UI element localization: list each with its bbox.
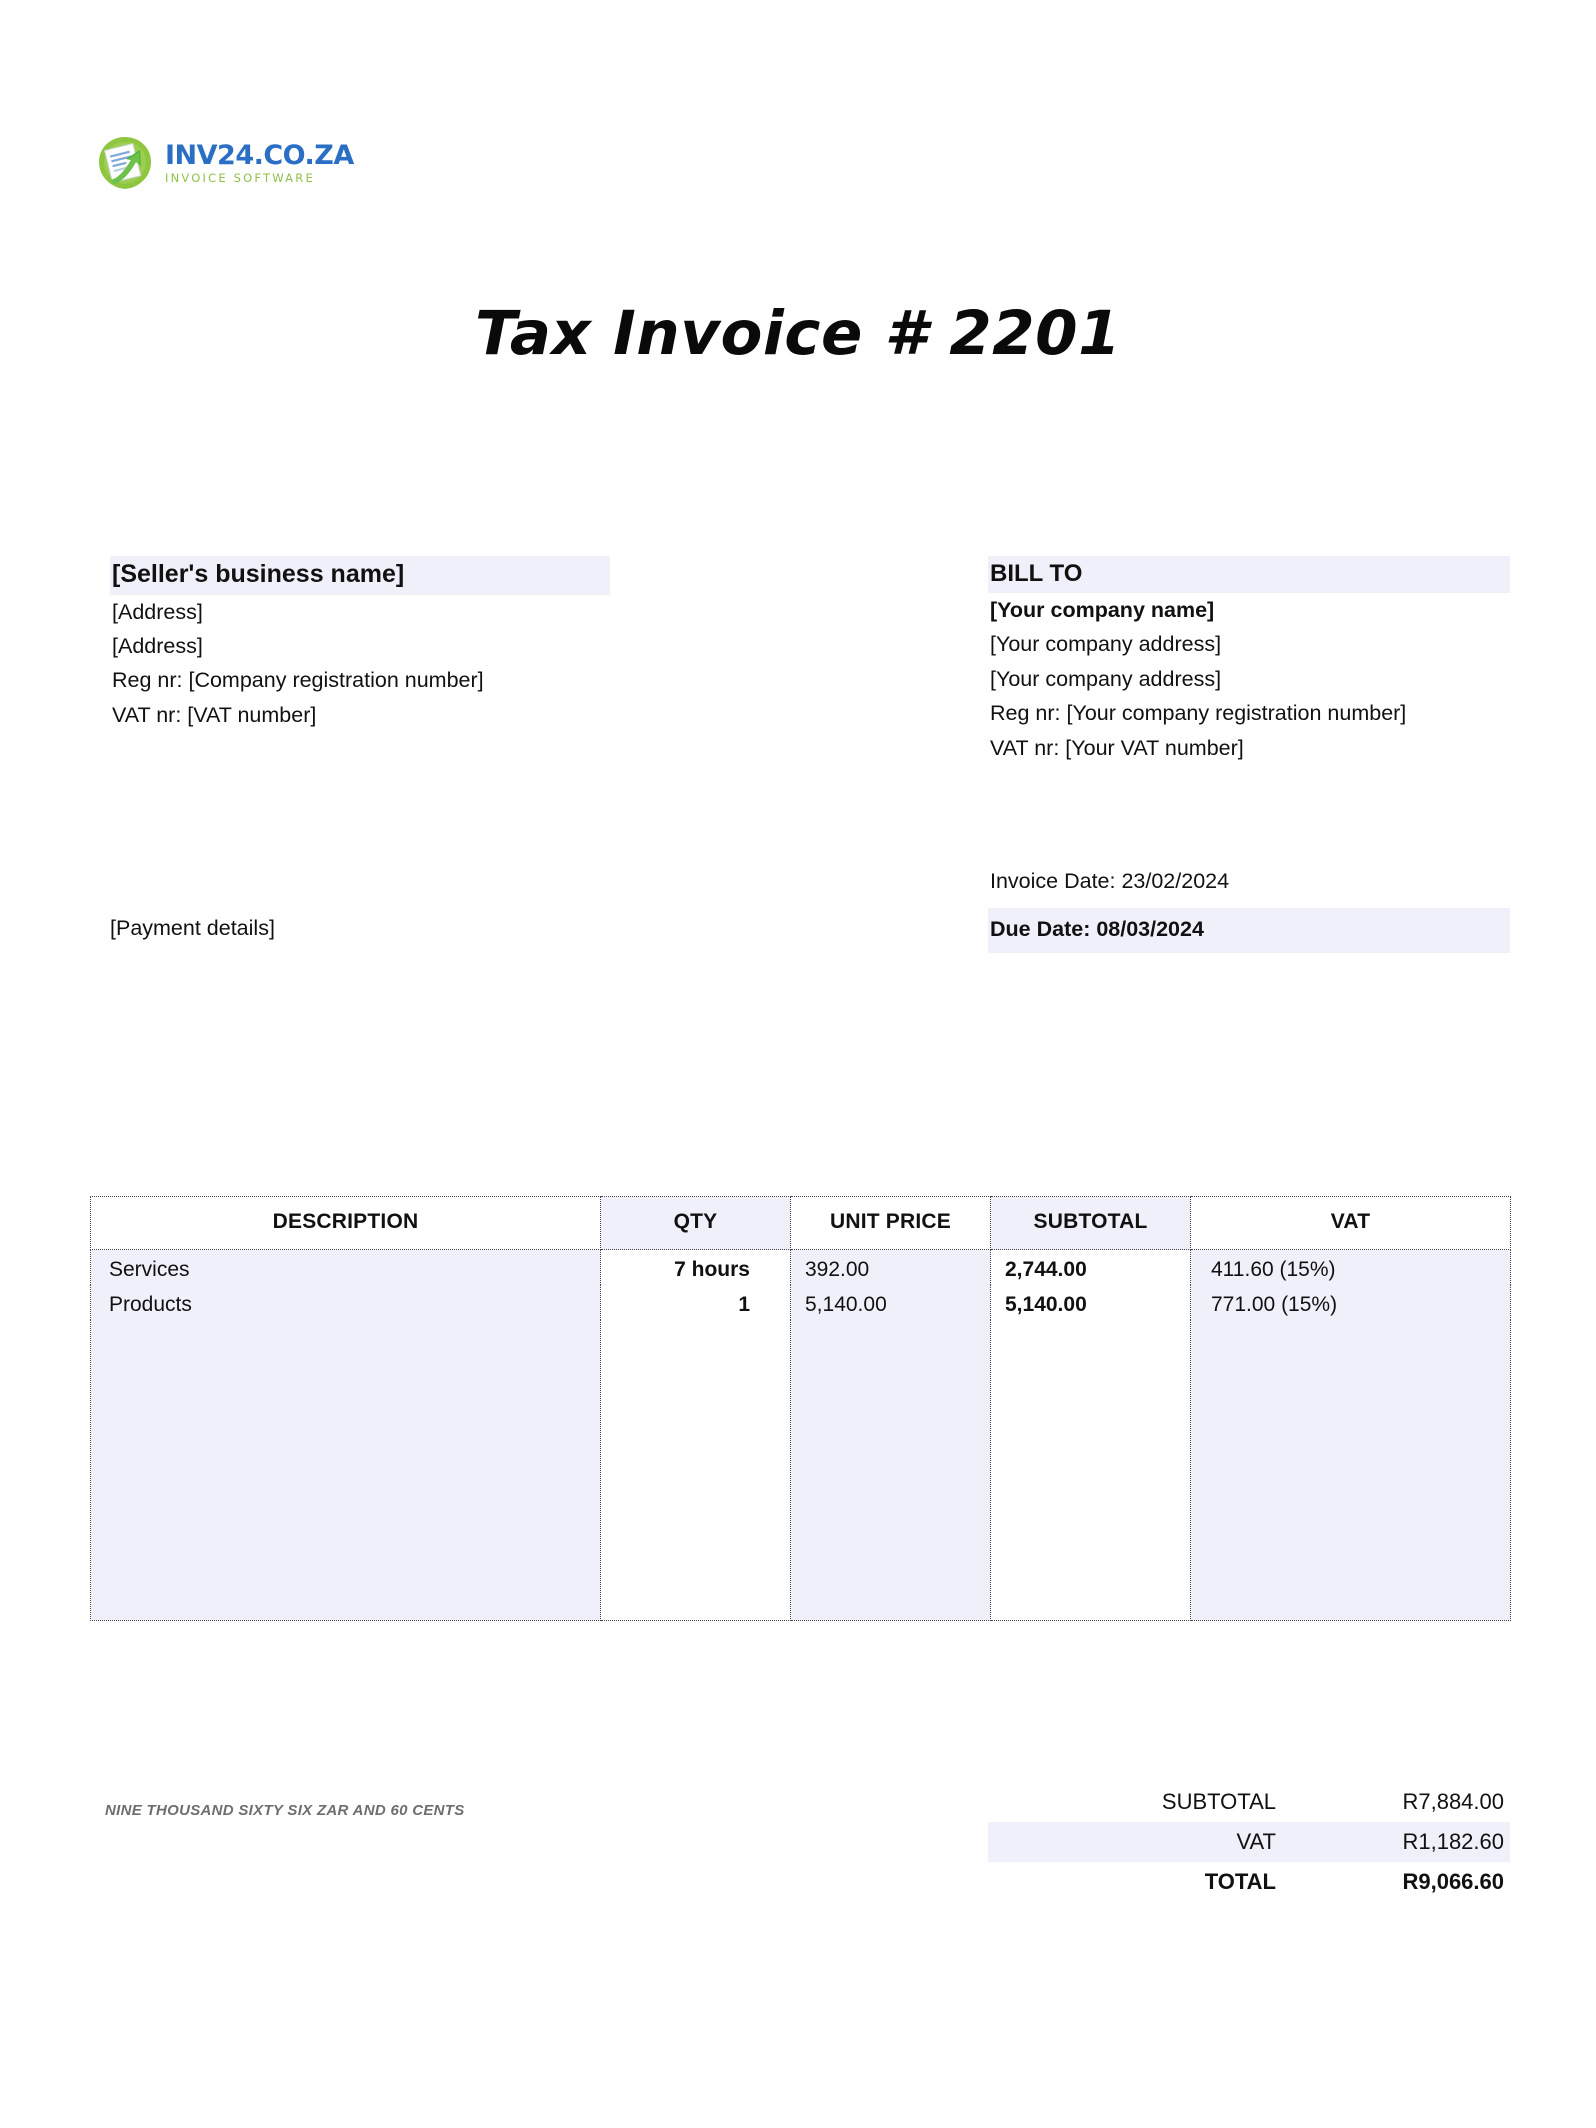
vat-value: R1,182.60 — [1402, 1829, 1504, 1854]
row-vat: 771.00 (15%) — [1191, 1285, 1511, 1320]
seller-registration-number: Reg nr: [Company registration number] — [112, 668, 484, 693]
seller-details — [110, 556, 610, 732]
row-unit-price: 392.00 — [791, 1250, 991, 1286]
bill-to-details — [988, 556, 1510, 765]
row-qty: 1 — [601, 1285, 791, 1320]
column-header-subtotal: SUBTOTAL — [991, 1197, 1191, 1250]
invoice-date: Invoice Date: 23/02/2024 — [990, 869, 1230, 893]
line-items-table — [90, 1196, 1511, 1621]
buyer-company-name: [Your company name] — [990, 598, 1215, 623]
bill-to-heading: BILL TO — [988, 556, 1510, 593]
row-vat: 411.60 (15%) — [1191, 1250, 1511, 1286]
buyer-registration-number: Reg nr: [Your company registration number] — [990, 701, 1407, 726]
buyer-address-line-2: [Your company address] — [990, 666, 1222, 691]
invoice-software-logo-icon — [95, 134, 155, 192]
row-qty: 7 hours — [601, 1250, 791, 1286]
row-subtotal: 2,744.00 — [991, 1250, 1191, 1286]
row-description: Products — [91, 1285, 601, 1320]
column-header-vat: VAT — [1191, 1197, 1511, 1250]
due-date: Due Date: 08/03/2024 — [988, 908, 1510, 953]
seller-address-line-1: [Address] — [112, 599, 203, 624]
column-header-description: DESCRIPTION — [91, 1197, 601, 1250]
vat-label: VAT — [1236, 1829, 1276, 1854]
total-row — [988, 1862, 1510, 1902]
seller-vat-number: VAT nr: [VAT number] — [112, 702, 317, 727]
row-description: Services — [91, 1250, 601, 1286]
logo-main-text: INV24.CO.ZA — [165, 139, 354, 171]
page-title: Tax Invoice # 2201 — [474, 298, 1122, 369]
total-value: R9,066.60 — [1402, 1869, 1504, 1894]
subtotal-label: SUBTOTAL — [1161, 1789, 1276, 1814]
row-subtotal: 5,140.00 — [991, 1285, 1191, 1320]
table-row — [91, 1285, 1511, 1320]
vat-row — [988, 1822, 1510, 1862]
totals-summary — [988, 1782, 1510, 1902]
amount-in-words: NINE THOUSAND SIXTY SIX ZAR AND 60 CENTS — [105, 1802, 465, 1819]
table-header-row — [91, 1197, 1511, 1250]
row-unit-price: 5,140.00 — [791, 1285, 991, 1320]
logo-wordmark — [165, 139, 354, 185]
table-empty-space — [91, 1320, 1511, 1620]
subtotal-value: R7,884.00 — [1402, 1789, 1504, 1814]
buyer-address-line-1: [Your company address] — [990, 632, 1222, 657]
empty-cell-description — [91, 1320, 601, 1620]
table-row — [91, 1250, 1511, 1286]
empty-cell-vat — [1191, 1320, 1511, 1620]
total-label: TOTAL — [1204, 1869, 1276, 1894]
brand-logo — [95, 134, 354, 192]
seller-address-line-2: [Address] — [112, 633, 203, 658]
empty-cell-qty — [601, 1320, 791, 1620]
buyer-vat-number: VAT nr: [Your VAT number] — [990, 735, 1244, 760]
logo-sub-text: INVOICE SOFTWARE — [165, 170, 315, 185]
empty-cell-subtotal — [991, 1320, 1191, 1620]
column-header-qty: QTY — [601, 1197, 791, 1250]
seller-name: [Seller's business name] — [110, 556, 610, 595]
column-header-unit-price: UNIT PRICE — [791, 1197, 991, 1250]
subtotal-row — [988, 1782, 1510, 1822]
empty-cell-unit-price — [791, 1320, 991, 1620]
payment-details: [Payment details] — [110, 916, 275, 940]
